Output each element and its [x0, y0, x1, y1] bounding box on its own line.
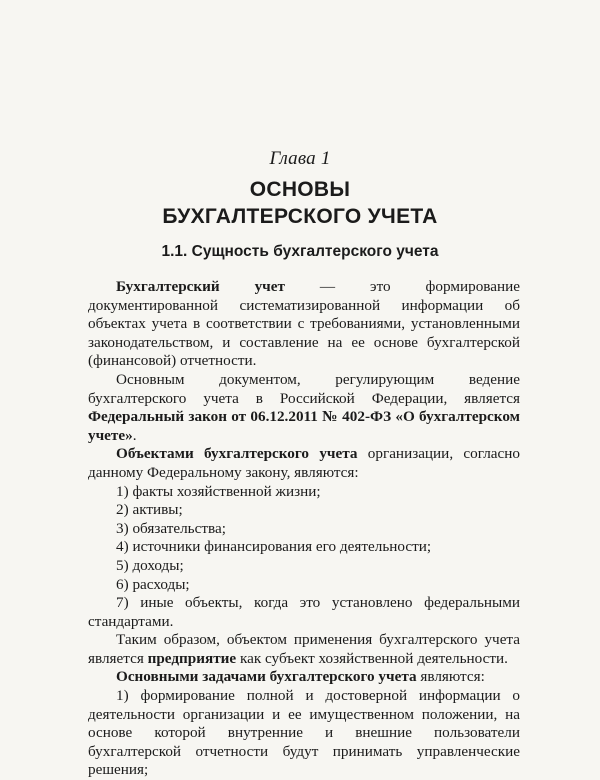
conclusion-end: как субъект хозяйственной деятельности.	[236, 649, 508, 667]
law-end: .	[132, 426, 137, 444]
law-intro-text: Основным документом, регулирующим ведение бухгалтерского учета в Российской Федерации, является	[88, 370, 520, 407]
conclusion-text: Таким образом, объектом применения бухгалтерского учета является	[88, 631, 520, 667]
chapter-title	[0, 176, 600, 230]
definition-text: — это формирование документированной систематизированной информации об объектах учета в соответствии с требованиями, установленными законодательством, и составление на ее основе бухгалтерской (финансовой) отчетности.	[88, 278, 520, 370]
list-item-object: 2) активы;	[116, 501, 183, 519]
list-item-object: 3) обязательства;	[116, 519, 226, 537]
body-text	[88, 278, 520, 780]
chapter-title-line-1: ОСНОВЫ	[249, 178, 351, 201]
chapter-title-line-2: БУХГАЛТЕРСКОГО УЧЕТА	[162, 205, 438, 228]
law-reference: Федеральный закон от 06.12.2011 № 402-ФЗ «О бухгалтерском учете»	[88, 408, 520, 444]
list-item-task: 1) формирование полной и достоверной информации о деятельности организации и ее имущественном положении, на основе которой внутренние и внешние пользователи бухгалтерской отчетности будут принимать управленческие решения;	[88, 687, 520, 779]
paragraph-conclusion	[88, 631, 520, 668]
chapter-label: Глава 1	[269, 148, 331, 169]
tasks-intro-text: являются:	[416, 668, 485, 686]
list-item-object: 4) источники финансирования его деятельности;	[116, 538, 432, 556]
section-title: 1.1. Сущность бухгалтерского учета	[161, 243, 439, 260]
term-accounting: Бухгалтерский учет	[116, 278, 285, 295]
term-objects: Объектами бухгалтерского учета	[116, 445, 358, 463]
paragraph-definition	[88, 278, 520, 371]
list-item-object: 1) факты хозяйственной жизни;	[116, 482, 321, 500]
paragraph-objects	[88, 445, 520, 482]
list-item-object: 5) доходы;	[116, 556, 184, 574]
list-item-object: 7) иные объекты, когда это установлено федеральными стандартами.	[88, 594, 520, 630]
objects-intro-text: организации, согласно данному Федеральному закону, являются:	[88, 445, 520, 481]
paragraph-law	[88, 371, 520, 445]
paragraph-tasks	[88, 668, 520, 687]
term-tasks: Основными задачами бухгалтерского учета	[116, 668, 417, 686]
list-item-object: 6) расходы;	[116, 575, 190, 593]
term-enterprise: предприятие	[147, 649, 237, 667]
